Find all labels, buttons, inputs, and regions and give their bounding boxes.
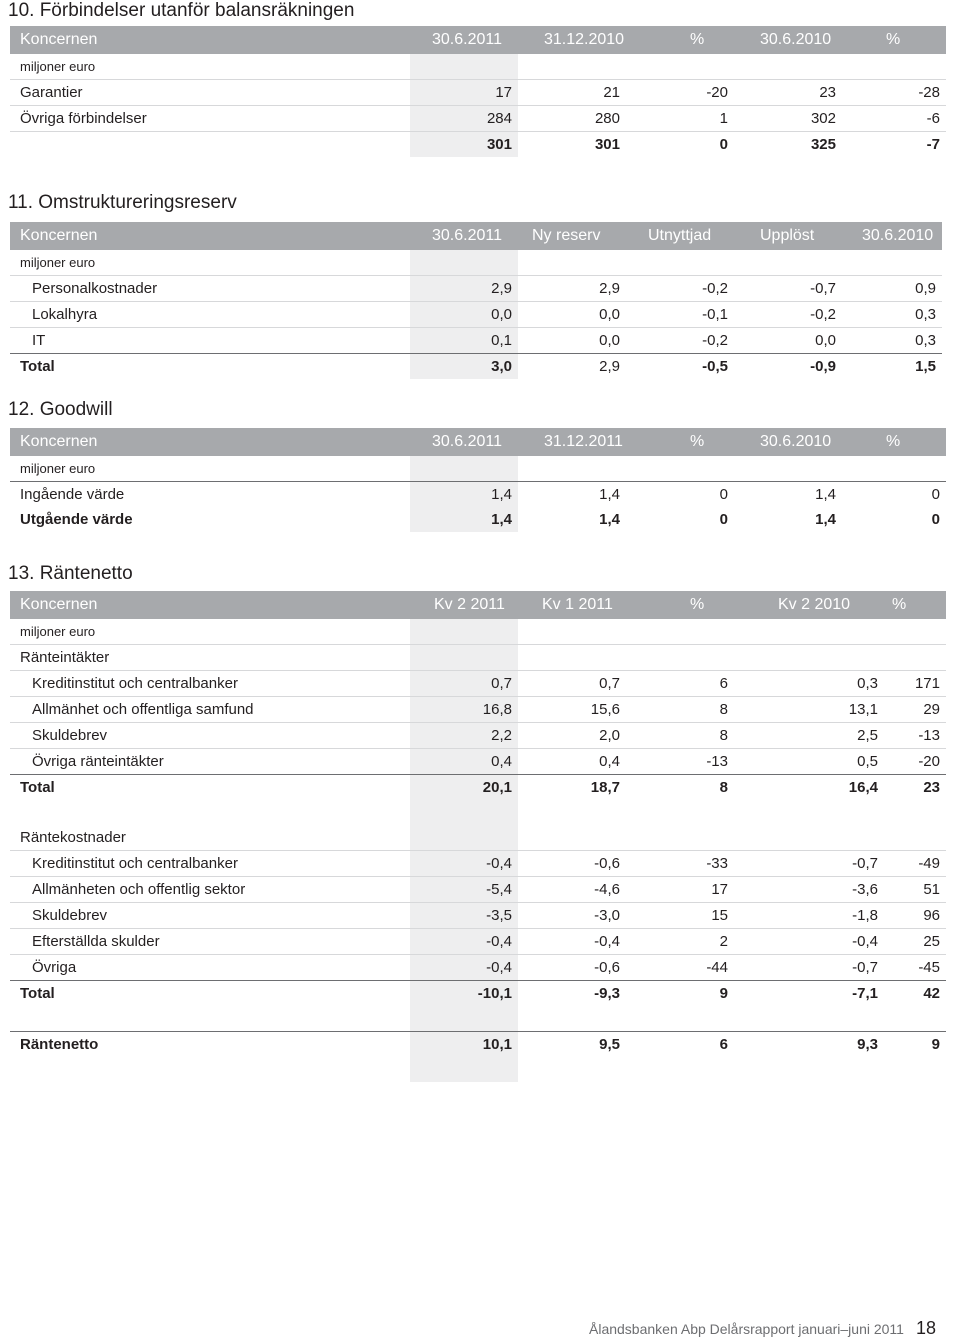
section-11-title: 11. Omstruktureringsreserv [8, 192, 237, 213]
table-row: Övriga förbindelser 284 280 1 302 -6 [10, 106, 946, 132]
table-row: Skuldebrev -3,5 -3,0 15 -1,8 96 [10, 903, 946, 929]
page-footer [589, 1318, 936, 1339]
table-row: Övriga -0,4 -0,6 -44 -0,7 -45 [10, 955, 946, 981]
net-row: Räntenetto 10,1 9,5 6 9,3 9 [10, 1032, 946, 1058]
spacer-row [10, 1057, 946, 1082]
section-10-title: 10. Förbindelser utanför balansräkningen [8, 0, 355, 21]
table-row: Ingående värde 1,4 1,4 0 1,4 0 [10, 482, 946, 508]
table-row: Kreditinstitut och centralbanker 0,7 0,7 6 0,3 171 [10, 671, 946, 697]
table-row: Garantier 17 21 -20 23 -28 [10, 80, 946, 106]
page-number: 18 [915, 1318, 936, 1338]
group-heading-cost: Räntekostnader [10, 825, 946, 851]
section-12-title: 12. Goodwill [8, 399, 113, 420]
unit-row: miljoner euro [10, 456, 946, 482]
table-row: Personalkostnader 2,9 2,9 -0,2 -0,7 0,9 [10, 276, 942, 302]
total-row: Utgående värde 1,4 1,4 0 1,4 0 [10, 507, 946, 532]
table-row: Lokalhyra 0,0 0,0 -0,1 -0,2 0,3 [10, 302, 942, 328]
section-13-title: 13. Räntenetto [8, 563, 133, 584]
table-net-interest [10, 591, 946, 1082]
unit-row: miljoner euro [10, 250, 942, 276]
table-row: Efterställda skulder -0,4 -0,4 2 -0,4 25 [10, 929, 946, 955]
total-row: Total -10,1 -9,3 9 -7,1 42 [10, 981, 946, 1007]
table-restructuring [10, 222, 942, 379]
spacer-row [10, 1006, 946, 1032]
table-goodwill [10, 428, 946, 532]
table-header: Koncernen 30.6.2011 31.12.2010 % 30.6.2010 % [10, 26, 946, 54]
table-row: Kreditinstitut och centralbanker -0,4 -0,6 -33 -0,7 -49 [10, 851, 946, 877]
table-header: Koncernen Kv 2 2011 Kv 1 2011 % Kv 2 2010 % [10, 591, 946, 619]
table-row: Allmänhet och offentliga samfund 16,8 15,6 8 13,1 29 [10, 697, 946, 723]
unit-row: miljoner euro [10, 54, 946, 80]
unit-row: miljoner euro [10, 619, 946, 645]
total-row: Total 3,0 2,9 -0,5 -0,9 1,5 [10, 354, 942, 380]
total-row: Total 20,1 18,7 8 16,4 23 [10, 775, 946, 801]
table-row: Övriga ränteintäkter 0,4 0,4 -13 0,5 -20 [10, 749, 946, 775]
table-commitments [10, 26, 946, 157]
footer-text: Ålandsbanken Abp Delårsrapport januari–juni 2011 [589, 1321, 904, 1337]
table-header: Koncernen 30.6.2011 31.12.2011 % 30.6.2010 % [10, 428, 946, 456]
table-row: Allmänheten och offentlig sektor -5,4 -4,6 17 -3,6 51 [10, 877, 946, 903]
table-header: Koncernen 30.6.2011 Ny reserv Utnyttjad Upplöst 30.6.2010 [10, 222, 942, 250]
total-row: 301 301 0 325 -7 [10, 132, 946, 158]
table-row: IT 0,1 0,0 -0,2 0,0 0,3 [10, 328, 942, 354]
spacer-row [10, 800, 946, 825]
group-heading-income: Ränteintäkter [10, 645, 946, 671]
table-row: Skuldebrev 2,2 2,0 8 2,5 -13 [10, 723, 946, 749]
